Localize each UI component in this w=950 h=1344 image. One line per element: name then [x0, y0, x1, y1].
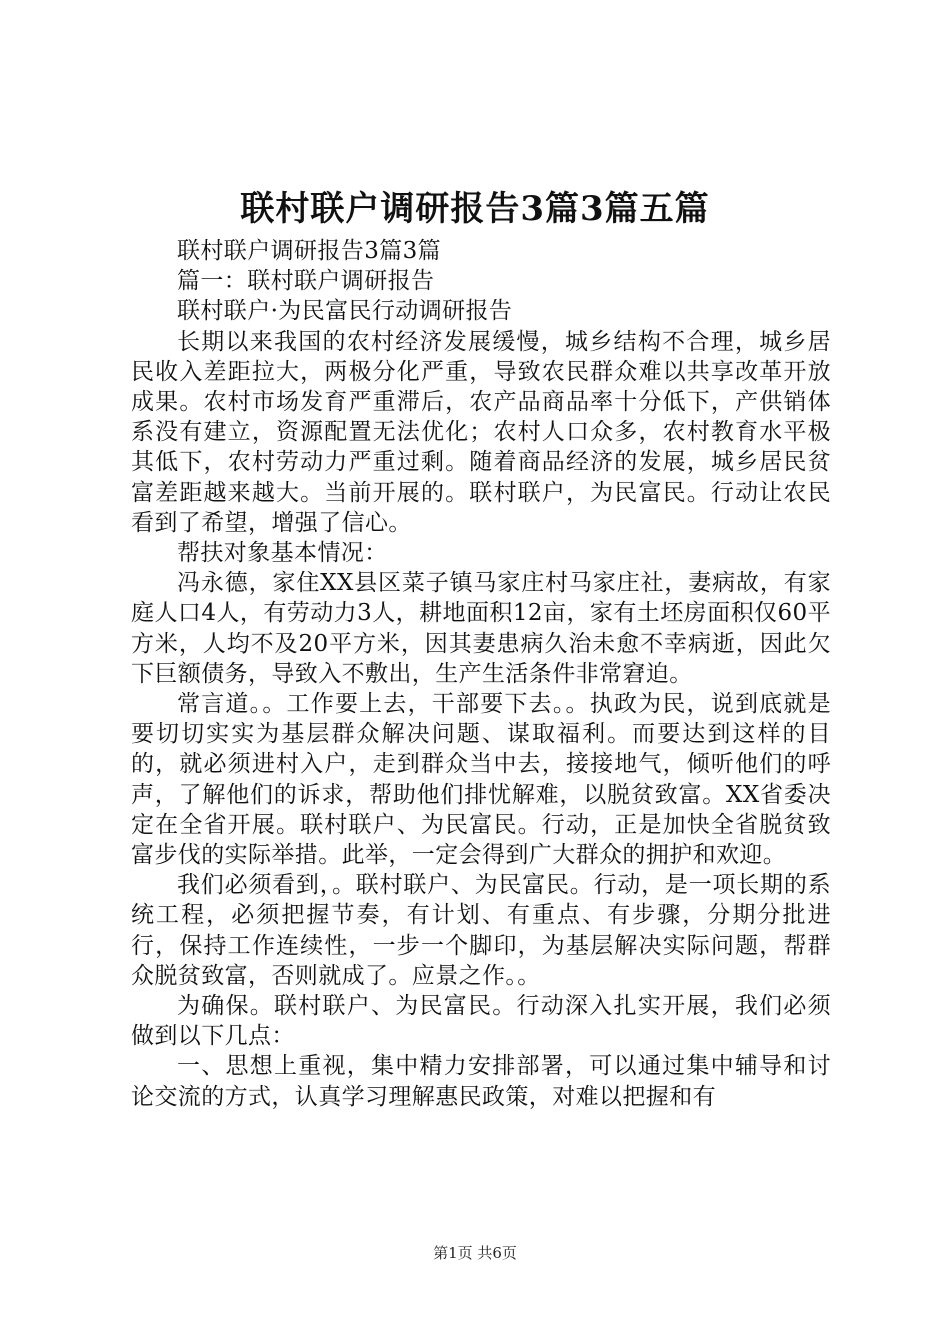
paragraph-work-principle: 常言道。。工作要上去，干部要下去。。执政为民，说到底就是要切切实实为基层群众解决问题、谋取福利。而要达到这样的目的，就必须进村入户，走到群众当中去，接接地气，倾听他们的呼声，了解他们的诉求，帮助他们排忧解难，以脱贫致富。XX省委决定在全省开展。联村联户、为民富民。行动，正是加快全省脱贫致富步伐的实际举措。此举，一定会得到广大群众的拥护和欢迎。	[131, 691, 831, 869]
paragraph-requirements-intro: 为确保。联村联户、为民富民。行动深入扎实开展，我们必须做到以下几点：	[131, 993, 831, 1050]
paragraph-target-heading: 帮扶对象基本情况：	[177, 540, 388, 567]
paragraph-subtitle: 联村联户调研报告3篇3篇	[177, 238, 442, 264]
paragraph-long-term: 我们必须看到，。联村联户、为民富民。行动，是一项长期的系统工程，必须把握节奏，有计划、有重点、有步骤，分期分批进行，保持工作连续性，一步一个脚印，为基层解决实际问题，帮群众脱贫致富，否则就成了。应景之作。。	[131, 872, 831, 989]
paragraph-point-one: 一、思想上重视，集中精力安排部署，可以通过集中辅导和讨论交流的方式，认真学习理解惠民政策，对难以把握和有	[131, 1053, 831, 1110]
paragraph-report-title: 联村联户·为民富民行动调研报告	[177, 298, 513, 325]
document-body	[131, 236, 831, 1112]
paragraph-target-details: 冯永德，家住XX县区菜子镇马家庄村马家庄社，妻病故，有家庭人口4人，有劳动力3人，耕地面积12亩，家有土坯房面积仅60平方米，人均不及20平方米，因其妻患病久治未愈不幸病逝，因此欠下巨额债务，导致入不敷出，生产生活条件非常窘迫。	[131, 570, 831, 687]
paragraph-section-heading: 篇一：联村联户调研报告	[177, 268, 435, 295]
paragraph-background: 长期以来我国的农村经济发展缓慢，城乡结构不合理，城乡居民收入差距拉大，两极分化严重，导致农民群众难以共享改革开放成果。农村市场发育严重滞后，农产品商品率十分低下，产供销体系没有建立，资源配置无法优化；农村人口众多，农村教育水平极其低下，农村劳动力严重过剩。随着商品经济的发展，城乡居民贫富差距越来越大。当前开展的。联村联户，为民富民。行动让农民看到了希望，增强了信心。	[131, 328, 831, 536]
document-title: 联村联户调研报告3篇3篇五篇	[240, 189, 710, 229]
page-footer: 第1页 共6页	[433, 1244, 517, 1262]
